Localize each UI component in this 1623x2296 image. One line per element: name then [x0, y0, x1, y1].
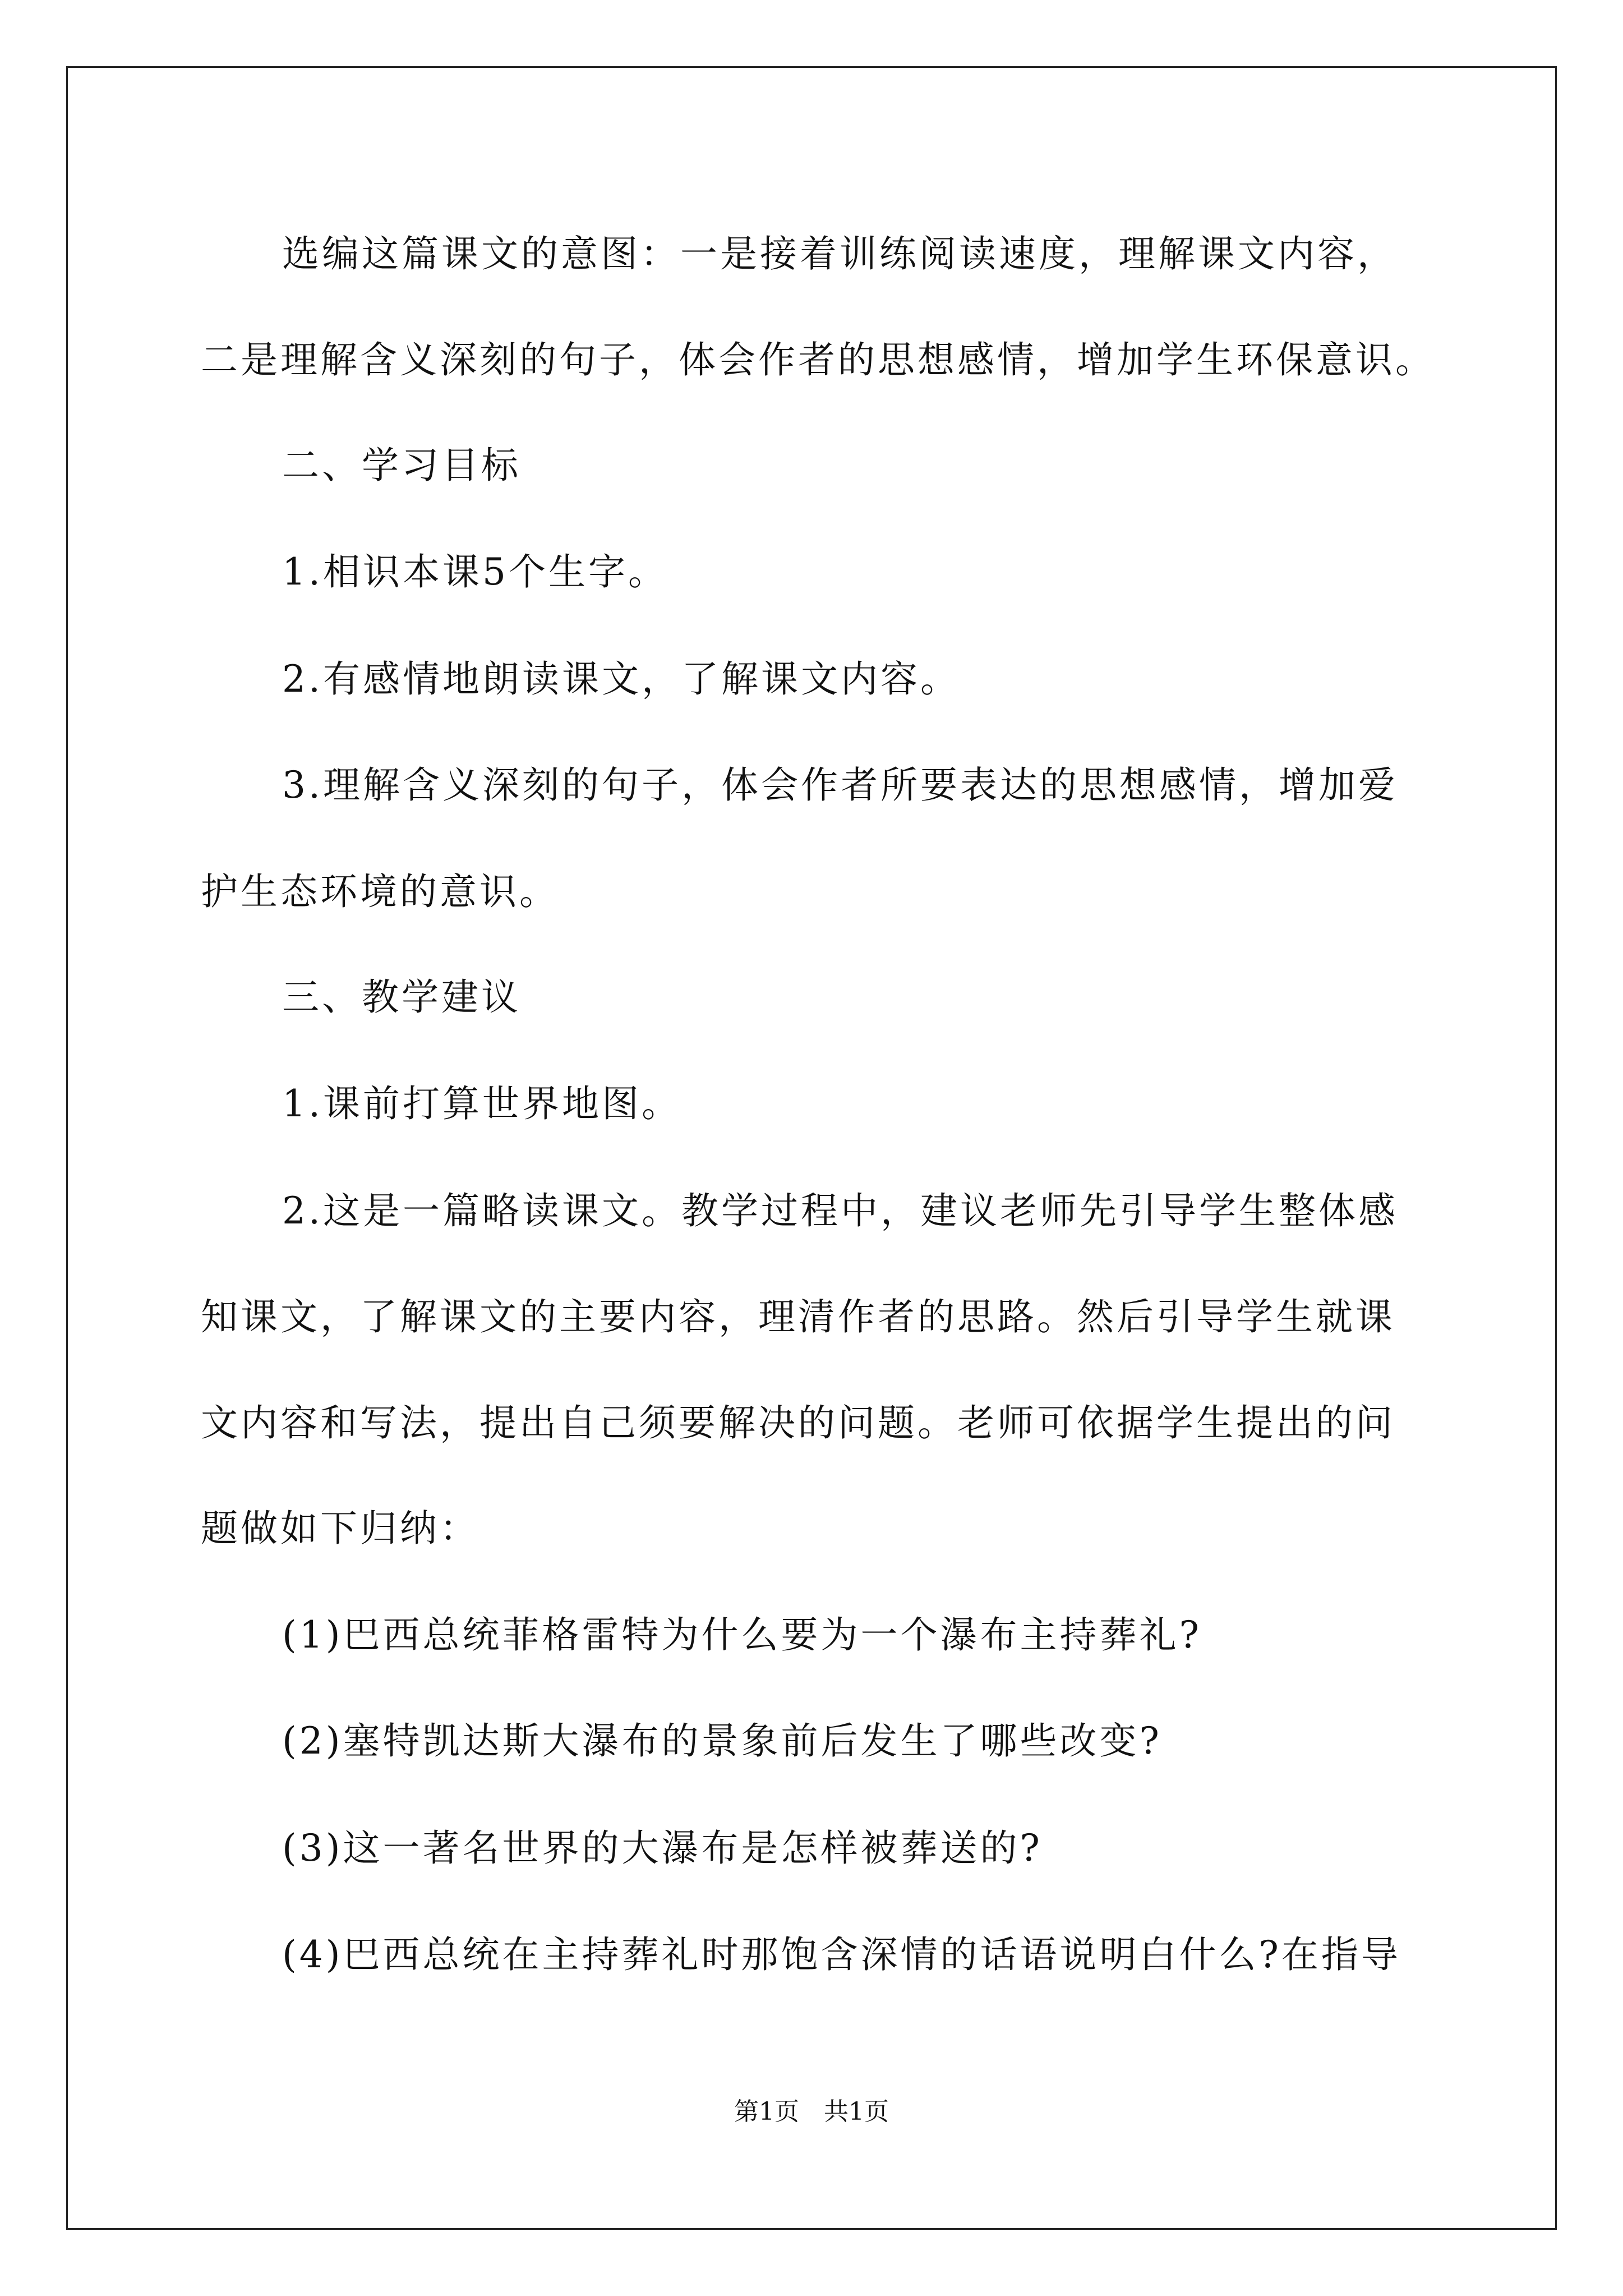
- text-line: 2.这是一篇略读课文。教学过程中，建议老师先引导学生整体感: [282, 1189, 1398, 1232]
- text-line: 1.课前打算世界地图。: [282, 1082, 681, 1125]
- section-heading: 三、教学建议: [282, 976, 521, 1019]
- text-line: 2.有感情地朗读课文，了解课文内容。: [282, 657, 960, 701]
- text-line: 护生态环境的意识。: [201, 870, 559, 913]
- text-line: (1)巴西总统菲格雷特为什么要为一个瀑布主持葬礼?: [282, 1613, 1202, 1657]
- text-line: 知课文，了解课文的主要内容，理清作者的思路。然后引导学生就课: [201, 1295, 1395, 1338]
- text-line: 二是理解含义深刻的句子，体会作者的思想感情，增加学生环保意识。: [201, 338, 1435, 381]
- section-heading: 二、学习目标: [282, 444, 521, 487]
- text-line: 题做如下归纳：: [201, 1507, 479, 1550]
- text-line: 1.相识本课5个生字。: [282, 550, 668, 593]
- text-line: 选编这篇课文的意图：一是接着训练阅读速度，理解课文内容，: [282, 232, 1397, 275]
- text-line: 文内容和写法，提出自己须要解决的问题。老师可依据学生提出的问: [201, 1401, 1395, 1444]
- page-number-footer: 第1页 共1页: [734, 2097, 889, 2126]
- text-line: (3)这一著名世界的大瀑布是怎样被葬送的?: [282, 1826, 1043, 1870]
- text-line: (2)塞特凯达斯大瀑布的景象前后发生了哪些改变?: [282, 1719, 1162, 1763]
- text-line: 3.理解含义深刻的句子，体会作者所要表达的思想感情，增加爱: [282, 763, 1398, 807]
- text-line: (4)巴西总统在主持葬礼时那饱含深情的话语说明白什么?在指导: [282, 1933, 1401, 1976]
